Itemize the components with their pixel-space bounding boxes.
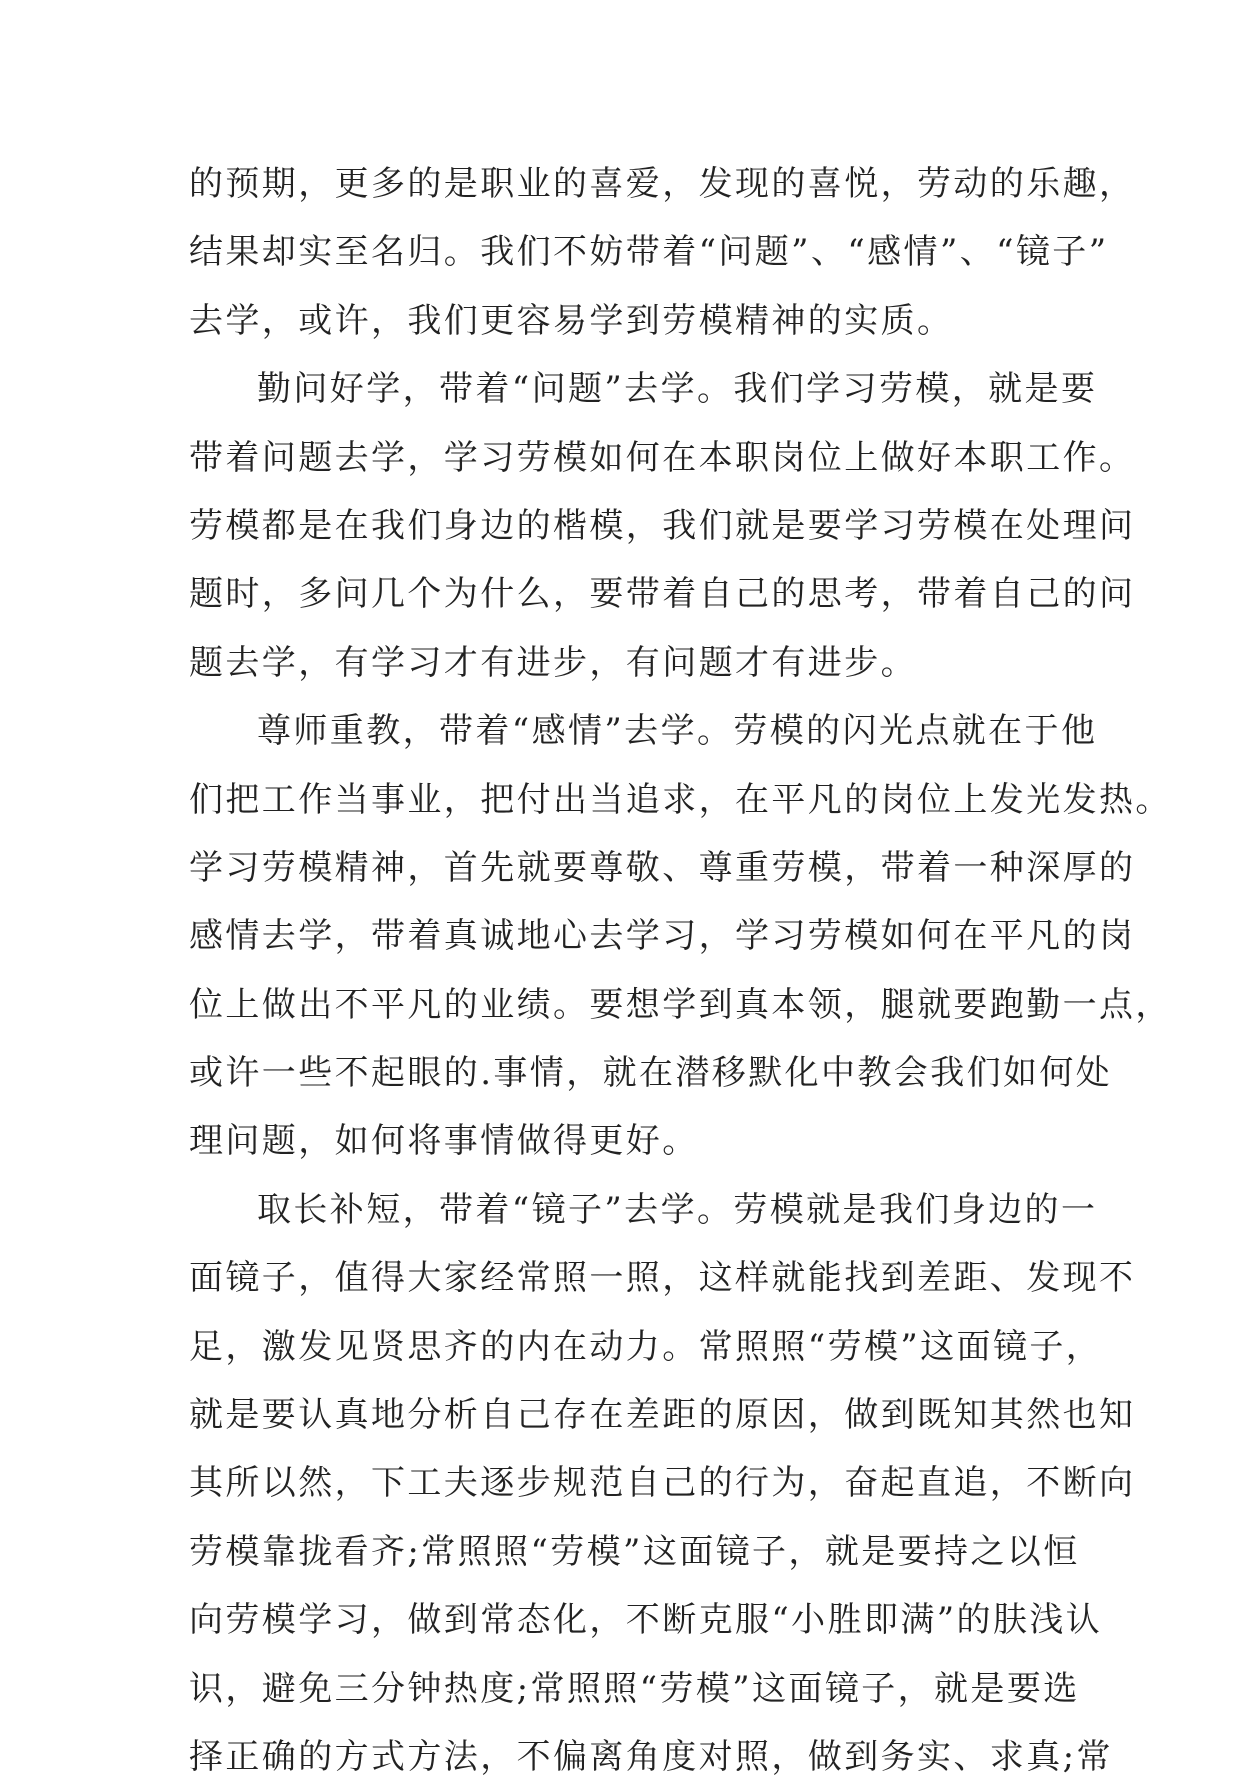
text-line: 其所以然，下工夫逐步规范自己的行为，奋起直追，不断向 bbox=[189, 1463, 1136, 1504]
text-line: 去学，或许，我们更容易学到劳模精神的实质。 bbox=[189, 300, 954, 341]
text-line: 题去学，有学习才有进步，有问题才有进步。 bbox=[189, 642, 917, 683]
text-line: 结果却实至名归。我们不妨带着“问题”、“感情”、“镜子” bbox=[189, 232, 1109, 273]
paragraph-first-line: 尊师重教，带着“感情”去学。劳模的闪光点就在于他 bbox=[257, 711, 1098, 752]
text-line: 足，激发见贤思齐的内在动力。常照照“劳模”这面镜子， bbox=[189, 1326, 1103, 1367]
text-line: 择正确的方式方法，不偏离角度对照，做到务实、求真;常 bbox=[189, 1736, 1113, 1777]
text-line: 劳模都是在我们身边的楷模，我们就是要学习劳模在处理问 bbox=[189, 505, 1136, 546]
text-line: 位上做出不平凡的业绩。要想学到真本领，腿就要跑勤一点， bbox=[189, 984, 1172, 1025]
text-line: 题时，多问几个为什么，要带着自己的思考，带着自己的问 bbox=[189, 574, 1136, 615]
document-body bbox=[189, 150, 1172, 1791]
text-line: 劳模靠拢看齐;常照照“劳模”这面镜子，就是要持之以恒 bbox=[189, 1531, 1080, 1572]
text-line: 面镜子，值得大家经常照一照，这样就能找到差距、发现不 bbox=[189, 1258, 1136, 1299]
text-line: 的预期，更多的是职业的喜爱，发现的喜悦，劳动的乐趣， bbox=[189, 164, 1136, 204]
text-line: 感情去学，带着真诚地心去学习，学习劳模如何在平凡的岗 bbox=[189, 916, 1136, 957]
paragraph-first-line: 取长补短，带着“镜子”去学。劳模就是我们身边的一 bbox=[257, 1189, 1098, 1230]
text-line: 识，避免三分钟热度;常照照“劳模”这面镜子，就是要选 bbox=[189, 1668, 1080, 1709]
text-line: 或许一些不起眼的.事情，就在潜移默化中教会我们如何处 bbox=[189, 1053, 1113, 1094]
text-line: 理问题，如何将事情做得更好。 bbox=[189, 1121, 699, 1162]
text-line: 们把工作当事业，把付出当追求，在平凡的岗位上发光发热。 bbox=[189, 779, 1172, 820]
text-line: 向劳模学习，做到常态化，不断克服“小胜即满”的肤浅认 bbox=[189, 1600, 1103, 1641]
text-line: 带着问题去学，学习劳模如何在本职岗位上做好本职工作。 bbox=[189, 437, 1136, 478]
paragraph-first-line: 勤问好学，带着“问题”去学。我们学习劳模，就是要 bbox=[257, 369, 1098, 410]
text-line: 学习劳模精神，首先就要尊敬、尊重劳模，带着一种深厚的 bbox=[189, 847, 1136, 888]
text-line: 就是要认真地分析自己存在差距的原因，做到既知其然也知 bbox=[189, 1395, 1136, 1436]
